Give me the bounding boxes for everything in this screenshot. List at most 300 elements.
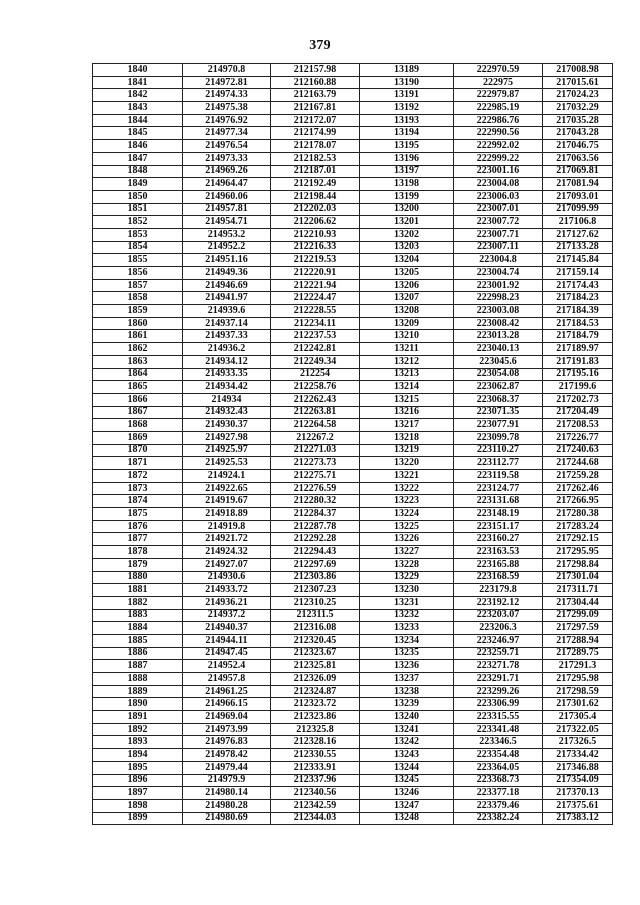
y-coordinate-cell: 212224.47 [271,292,360,305]
y-coordinate-cell: 217195.16 [543,368,613,381]
y-coordinate-cell: 212187.01 [271,165,360,178]
y-coordinate-cell: 217240.63 [543,444,613,457]
x-coordinate-cell: 223203.07 [454,609,543,622]
y-coordinate-cell: 212337.96 [271,774,360,787]
x-coordinate-cell: 223007.72 [454,216,543,229]
point-number-cell: 13190 [360,76,454,89]
table-row [93,520,613,533]
table-row [93,774,613,787]
x-coordinate-cell: 214952.2 [183,241,271,254]
x-coordinate-cell: 214972.81 [183,76,271,89]
x-coordinate-cell: 214925.53 [183,457,271,470]
table-row [93,711,613,724]
y-coordinate-cell: 217370.13 [543,787,613,800]
y-coordinate-cell: 212167.81 [271,102,360,115]
y-coordinate-cell: 217262.46 [543,482,613,495]
point-number-cell: 13218 [360,431,454,444]
y-coordinate-cell: 212311.5 [271,609,360,622]
x-coordinate-cell: 214953.2 [183,228,271,241]
x-coordinate-cell: 223110.27 [454,444,543,457]
x-coordinate-cell: 223163.53 [454,546,543,559]
y-coordinate-cell: 212324.87 [271,685,360,698]
table-row [93,533,613,546]
table-row [93,140,613,153]
y-coordinate-cell: 217266.95 [543,495,613,508]
point-number-cell: 1866 [93,393,183,406]
point-number-cell: 1867 [93,406,183,419]
point-number-cell: 13246 [360,787,454,800]
table-row [93,584,613,597]
y-coordinate-cell: 212294.43 [271,546,360,559]
y-coordinate-cell: 217280.38 [543,508,613,521]
x-coordinate-cell: 223007.11 [454,241,543,254]
point-number-cell: 13222 [360,482,454,495]
x-coordinate-cell: 214960.06 [183,190,271,203]
x-coordinate-cell: 214980.69 [183,812,271,825]
point-number-cell: 1879 [93,558,183,571]
point-number-cell: 13223 [360,495,454,508]
x-coordinate-cell: 223008.42 [454,317,543,330]
y-coordinate-cell: 217184.79 [543,330,613,343]
table-row [93,723,613,736]
y-coordinate-cell: 212263.81 [271,406,360,419]
point-number-cell: 13201 [360,216,454,229]
x-coordinate-cell: 223007.01 [454,203,543,216]
x-coordinate-cell: 223131.68 [454,495,543,508]
table-row [93,685,613,698]
y-coordinate-cell: 217326.5 [543,736,613,749]
point-number-cell: 13245 [360,774,454,787]
x-coordinate-cell: 223151.17 [454,520,543,533]
x-coordinate-cell: 214947.45 [183,647,271,660]
point-number-cell: 13191 [360,89,454,102]
y-coordinate-cell: 217035.28 [543,114,613,127]
point-number-cell: 13226 [360,533,454,546]
x-coordinate-cell: 214937.14 [183,317,271,330]
coordinates-table-body [93,64,613,825]
y-coordinate-cell: 212275.71 [271,470,360,483]
x-coordinate-cell: 223168.59 [454,571,543,584]
table-row [93,406,613,419]
y-coordinate-cell: 217043.28 [543,127,613,140]
point-number-cell: 1871 [93,457,183,470]
table-row [93,355,613,368]
table-row [93,152,613,165]
y-coordinate-cell: 217189.97 [543,343,613,356]
point-number-cell: 13203 [360,241,454,254]
y-coordinate-cell: 212323.67 [271,647,360,660]
x-coordinate-cell: 223148.19 [454,508,543,521]
table-row [93,393,613,406]
table-row [93,749,613,762]
point-number-cell: 1852 [93,216,183,229]
x-coordinate-cell: 223013.28 [454,330,543,343]
table-row [93,787,613,800]
point-number-cell: 13195 [360,140,454,153]
x-coordinate-cell: 214922.65 [183,482,271,495]
y-coordinate-cell: 212237.53 [271,330,360,343]
point-number-cell: 13244 [360,761,454,774]
table-row [93,799,613,812]
x-coordinate-cell: 222998.23 [454,292,543,305]
point-number-cell: 13209 [360,317,454,330]
table-row [93,165,613,178]
y-coordinate-cell: 217298.59 [543,685,613,698]
y-coordinate-cell: 217127.62 [543,228,613,241]
y-coordinate-cell: 212264.58 [271,419,360,432]
point-number-cell: 1851 [93,203,183,216]
y-coordinate-cell: 217299.09 [543,609,613,622]
point-number-cell: 13234 [360,634,454,647]
x-coordinate-cell: 214930.6 [183,571,271,584]
x-coordinate-cell: 214973.33 [183,152,271,165]
x-coordinate-cell: 214976.83 [183,736,271,749]
point-number-cell: 13217 [360,419,454,432]
x-coordinate-cell: 214976.92 [183,114,271,127]
table-row [93,647,613,660]
x-coordinate-cell: 214975.38 [183,102,271,115]
coordinates-table [92,63,613,825]
y-coordinate-cell: 217259.28 [543,470,613,483]
y-coordinate-cell: 212202.03 [271,203,360,216]
table-row [93,216,613,229]
point-number-cell: 13228 [360,558,454,571]
y-coordinate-cell: 217375.61 [543,799,613,812]
table-row [93,267,613,280]
y-coordinate-cell: 212178.07 [271,140,360,153]
x-coordinate-cell: 223346.5 [454,736,543,749]
y-coordinate-cell: 212182.53 [271,152,360,165]
point-number-cell: 1848 [93,165,183,178]
y-coordinate-cell: 217297.59 [543,622,613,635]
table-row [93,495,613,508]
y-coordinate-cell: 212258.76 [271,381,360,394]
x-coordinate-cell: 214924.1 [183,470,271,483]
x-coordinate-cell: 222970.59 [454,64,543,77]
y-coordinate-cell: 217024.23 [543,89,613,102]
table-row [93,292,613,305]
point-number-cell: 1842 [93,89,183,102]
point-number-cell: 1886 [93,647,183,660]
y-coordinate-cell: 212280.32 [271,495,360,508]
x-coordinate-cell: 214980.14 [183,787,271,800]
point-number-cell: 13210 [360,330,454,343]
y-coordinate-cell: 217199.6 [543,381,613,394]
point-number-cell: 13221 [360,470,454,483]
table-row [93,305,613,318]
y-coordinate-cell: 217184.39 [543,305,613,318]
x-coordinate-cell: 223206.3 [454,622,543,635]
point-number-cell: 1863 [93,355,183,368]
x-coordinate-cell: 223165.88 [454,558,543,571]
point-number-cell: 1882 [93,596,183,609]
point-number-cell: 13205 [360,267,454,280]
point-number-cell: 1894 [93,749,183,762]
x-coordinate-cell: 214949.36 [183,267,271,280]
x-coordinate-cell: 223368.73 [454,774,543,787]
point-number-cell: 13213 [360,368,454,381]
x-coordinate-cell: 223112.77 [454,457,543,470]
point-number-cell: 1891 [93,711,183,724]
y-coordinate-cell: 217226.77 [543,431,613,444]
y-coordinate-cell: 217354.09 [543,774,613,787]
x-coordinate-cell: 214957.81 [183,203,271,216]
x-coordinate-cell: 214973.99 [183,723,271,736]
table-row [93,673,613,686]
x-coordinate-cell: 214940.37 [183,622,271,635]
table-row [93,457,613,470]
x-coordinate-cell: 214969.26 [183,165,271,178]
y-coordinate-cell: 212323.72 [271,698,360,711]
point-number-cell: 13242 [360,736,454,749]
point-number-cell: 1892 [93,723,183,736]
point-number-cell: 1844 [93,114,183,127]
point-number-cell: 1856 [93,267,183,280]
x-coordinate-cell: 223354.48 [454,749,543,762]
table-row [93,203,613,216]
x-coordinate-cell: 223379.46 [454,799,543,812]
x-coordinate-cell: 214941.97 [183,292,271,305]
y-coordinate-cell: 217334.42 [543,749,613,762]
point-number-cell: 1887 [93,660,183,673]
y-coordinate-cell: 212220.91 [271,267,360,280]
point-number-cell: 1893 [93,736,183,749]
y-coordinate-cell: 212163.79 [271,89,360,102]
y-coordinate-cell: 212328.16 [271,736,360,749]
point-number-cell: 1876 [93,520,183,533]
point-number-cell: 13241 [360,723,454,736]
x-coordinate-cell: 223062.87 [454,381,543,394]
x-coordinate-cell: 214951.16 [183,254,271,267]
point-number-cell: 13220 [360,457,454,470]
point-number-cell: 1884 [93,622,183,635]
y-coordinate-cell: 212297.69 [271,558,360,571]
table-row [93,508,613,521]
point-number-cell: 1888 [93,673,183,686]
point-number-cell: 13202 [360,228,454,241]
point-number-cell: 13219 [360,444,454,457]
y-coordinate-cell: 217304.44 [543,596,613,609]
x-coordinate-cell: 223341.48 [454,723,543,736]
table-row [93,571,613,584]
x-coordinate-cell: 223004.08 [454,178,543,191]
point-number-cell: 13236 [360,660,454,673]
point-number-cell: 13206 [360,279,454,292]
point-number-cell: 1883 [93,609,183,622]
y-coordinate-cell: 217291.3 [543,660,613,673]
y-coordinate-cell: 212344.03 [271,812,360,825]
x-coordinate-cell: 223315.55 [454,711,543,724]
y-coordinate-cell: 217305.4 [543,711,613,724]
point-number-cell: 13235 [360,647,454,660]
y-coordinate-cell: 217288.94 [543,634,613,647]
table-row [93,546,613,559]
y-coordinate-cell: 217322.05 [543,723,613,736]
x-coordinate-cell: 214978.42 [183,749,271,762]
table-row [93,241,613,254]
table-row [93,76,613,89]
y-coordinate-cell: 212340.56 [271,787,360,800]
table-row [93,698,613,711]
point-number-cell: 1853 [93,228,183,241]
point-number-cell: 13237 [360,673,454,686]
point-number-cell: 13229 [360,571,454,584]
table-row [93,431,613,444]
x-coordinate-cell: 214946.69 [183,279,271,292]
y-coordinate-cell: 212216.33 [271,241,360,254]
point-number-cell: 13197 [360,165,454,178]
x-coordinate-cell: 214933.35 [183,368,271,381]
point-number-cell: 13230 [360,584,454,597]
y-coordinate-cell: 217133.28 [543,241,613,254]
page-number: 379 [309,38,331,53]
table-row [93,812,613,825]
point-number-cell: 13247 [360,799,454,812]
point-number-cell: 1847 [93,152,183,165]
x-coordinate-cell: 214944.11 [183,634,271,647]
y-coordinate-cell: 217015.61 [543,76,613,89]
y-coordinate-cell: 212326.09 [271,673,360,686]
x-coordinate-cell: 214969.04 [183,711,271,724]
table-row [93,444,613,457]
point-number-cell: 13232 [360,609,454,622]
y-coordinate-cell: 212325.81 [271,660,360,673]
y-coordinate-cell: 212320.45 [271,634,360,647]
x-coordinate-cell: 223119.58 [454,470,543,483]
y-coordinate-cell: 217081.94 [543,178,613,191]
table-row [93,419,613,432]
y-coordinate-cell: 217159.14 [543,267,613,280]
y-coordinate-cell: 217204.49 [543,406,613,419]
table-row [93,368,613,381]
y-coordinate-cell: 217106.8 [543,216,613,229]
y-coordinate-cell: 217202.73 [543,393,613,406]
x-coordinate-cell: 223001.92 [454,279,543,292]
point-number-cell: 1880 [93,571,183,584]
point-number-cell: 13225 [360,520,454,533]
point-number-cell: 1857 [93,279,183,292]
x-coordinate-cell: 223040.13 [454,343,543,356]
table-row [93,761,613,774]
x-coordinate-cell: 214937.2 [183,609,271,622]
y-coordinate-cell: 212310.25 [271,596,360,609]
point-number-cell: 1840 [93,64,183,77]
x-coordinate-cell: 222979.87 [454,89,543,102]
point-number-cell: 13193 [360,114,454,127]
x-coordinate-cell: 223382.24 [454,812,543,825]
x-coordinate-cell: 214924.32 [183,546,271,559]
table-row [93,470,613,483]
x-coordinate-cell: 214970.8 [183,64,271,77]
point-number-cell: 1874 [93,495,183,508]
point-number-cell: 1862 [93,343,183,356]
point-number-cell: 1846 [93,140,183,153]
point-number-cell: 1899 [93,812,183,825]
point-number-cell: 1881 [93,584,183,597]
point-number-cell: 13189 [360,64,454,77]
x-coordinate-cell: 223054.08 [454,368,543,381]
point-number-cell: 13212 [360,355,454,368]
x-coordinate-cell: 214921.72 [183,533,271,546]
point-number-cell: 13233 [360,622,454,635]
table-row [93,317,613,330]
x-coordinate-cell: 214966.15 [183,698,271,711]
x-coordinate-cell: 214933.72 [183,584,271,597]
point-number-cell: 1843 [93,102,183,115]
point-number-cell: 1872 [93,470,183,483]
x-coordinate-cell: 223179.8 [454,584,543,597]
y-coordinate-cell: 217046.75 [543,140,613,153]
y-coordinate-cell: 217298.84 [543,558,613,571]
x-coordinate-cell: 214957.8 [183,673,271,686]
point-number-cell: 1864 [93,368,183,381]
y-coordinate-cell: 212273.73 [271,457,360,470]
point-number-cell: 1861 [93,330,183,343]
table-row [93,127,613,140]
x-coordinate-cell: 214919.8 [183,520,271,533]
y-coordinate-cell: 217244.68 [543,457,613,470]
y-coordinate-cell: 217063.56 [543,152,613,165]
y-coordinate-cell: 217145.84 [543,254,613,267]
y-coordinate-cell: 217301.62 [543,698,613,711]
x-coordinate-cell: 214918.89 [183,508,271,521]
x-coordinate-cell: 223077.91 [454,419,543,432]
point-number-cell: 1855 [93,254,183,267]
point-number-cell: 13215 [360,393,454,406]
y-coordinate-cell: 212221.94 [271,279,360,292]
y-coordinate-cell: 212249.34 [271,355,360,368]
y-coordinate-cell: 212206.62 [271,216,360,229]
x-coordinate-cell: 223259.71 [454,647,543,660]
point-number-cell: 1850 [93,190,183,203]
y-coordinate-cell: 212271.03 [271,444,360,457]
point-number-cell: 13227 [360,546,454,559]
x-coordinate-cell: 214927.98 [183,431,271,444]
point-number-cell: 1870 [93,444,183,457]
x-coordinate-cell: 214980.28 [183,799,271,812]
point-number-cell: 1878 [93,546,183,559]
x-coordinate-cell: 223291.71 [454,673,543,686]
y-coordinate-cell: 217295.98 [543,673,613,686]
table-row [93,228,613,241]
point-number-cell: 1860 [93,317,183,330]
table-row [93,64,613,77]
point-number-cell: 13196 [360,152,454,165]
point-number-cell: 1897 [93,787,183,800]
x-coordinate-cell: 214964.47 [183,178,271,191]
table-row [93,343,613,356]
table-row [93,190,613,203]
y-coordinate-cell: 217311.71 [543,584,613,597]
point-number-cell: 13214 [360,381,454,394]
point-number-cell: 1868 [93,419,183,432]
table-row [93,254,613,267]
y-coordinate-cell: 212323.86 [271,711,360,724]
x-coordinate-cell: 223124.77 [454,482,543,495]
point-number-cell: 1875 [93,508,183,521]
point-number-cell: 13192 [360,102,454,115]
table-row [93,609,613,622]
y-coordinate-cell: 212262.43 [271,393,360,406]
point-number-cell: 1896 [93,774,183,787]
x-coordinate-cell: 214954.71 [183,216,271,229]
y-coordinate-cell: 217093.01 [543,190,613,203]
y-coordinate-cell: 217008.98 [543,64,613,77]
y-coordinate-cell: 212210.93 [271,228,360,241]
y-coordinate-cell: 217383.12 [543,812,613,825]
point-number-cell: 1869 [93,431,183,444]
x-coordinate-cell: 223007.71 [454,228,543,241]
